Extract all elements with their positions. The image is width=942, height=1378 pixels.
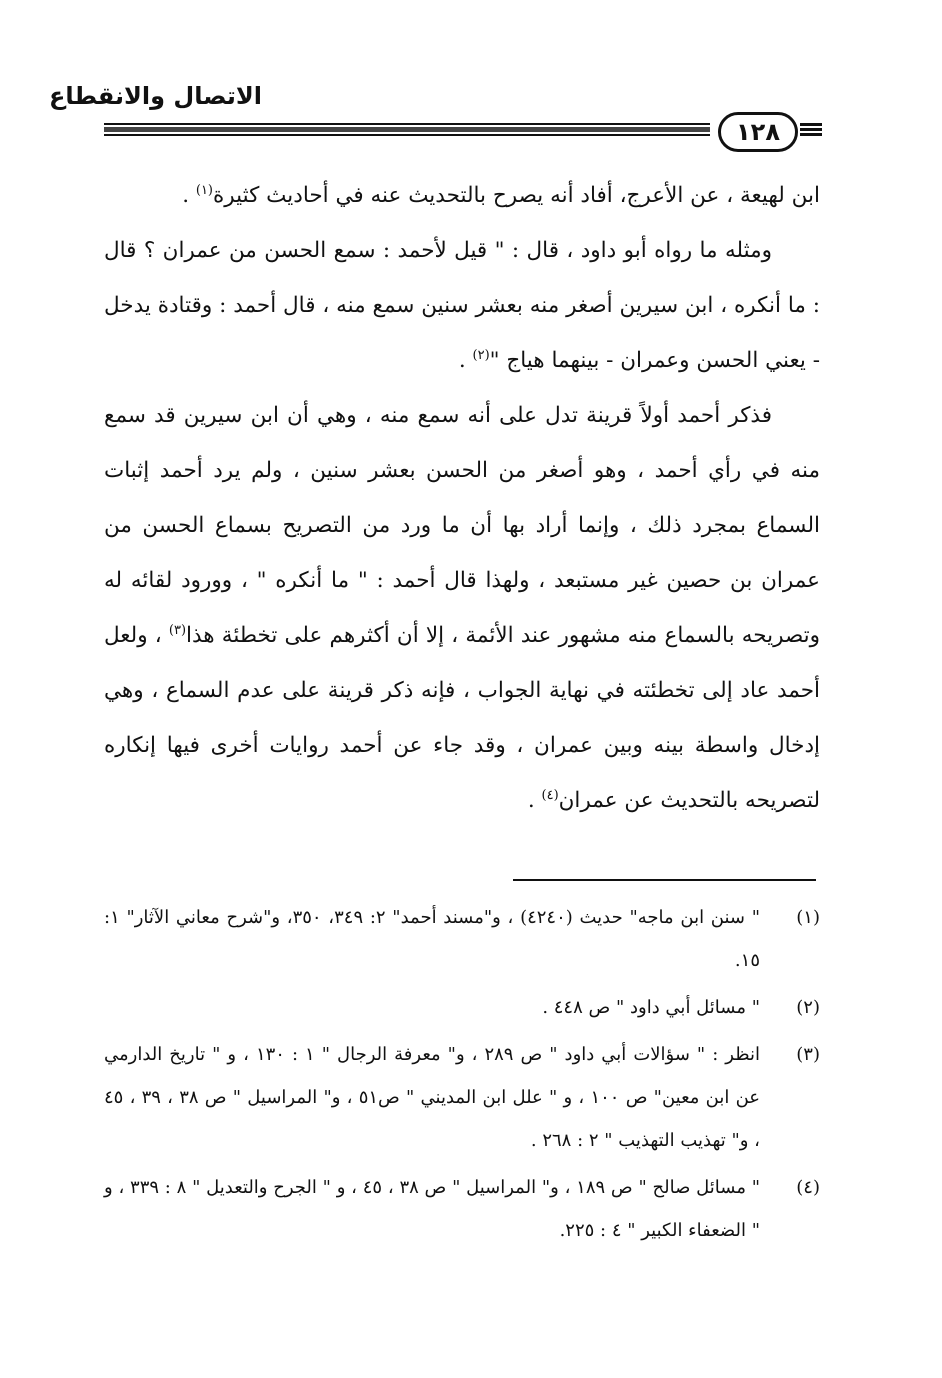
main-text (104, 168, 820, 828)
footnote-3 (104, 1033, 820, 1162)
paragraph-2: ومثله ما رواه أبو داود ، قال : " قيل لأحمد : سمع الحسن من عمران ؟ قال : ما أنكره ، ابن سيرين أصغر منه بعشر سنين سمع منه ، قال أحمد : وقتادة يدخل - يعني الحسن وعمران - بينهما هياج "$^{(٢)}$ . (104, 238, 820, 373)
footnote-text: انظر : " سؤالات أبي داود " ص ٢٨٩ ، و" معرفة الرجال " ١ : ١٣٠ ، و " تاريخ الدارمي عن ابن معين" ص ١٠٠ ، و " علل ابن المديني " ص٥١ ، و" المراسيل " ص ٣٨ ، ٣٩ ، ٤٥ ، و" تهذيب التهذيب " ٢ : ٢٦٨ . (104, 1044, 761, 1151)
page-number: ١٢٨ (718, 112, 798, 152)
footnotes (104, 896, 820, 1256)
footnote-number: (٢) (796, 997, 820, 1018)
footnote-text: " مسائل صالح " ص ١٨٩ ، و" المراسيل " ص ٣٨ ، ٤٥ ، و " الجرح والتعديل " ٨ : ٣٣٩ ، و " الضعفاء الكبير " ٤ : ٢٢٥. (104, 1177, 760, 1241)
footnote-separator (513, 879, 816, 881)
footnote-number: (١) (796, 907, 820, 928)
footnote-2 (104, 986, 820, 1029)
footnote-ref-3: (٣) (168, 622, 187, 638)
footnote-text: " سنن ابن ماجه" حديث (٤٢٤٠) ، و"مسند أحمد" ٢: ٣٤٩، ٣٥٠، و"شرح معاني الآثار" ١: ١٥. (104, 907, 761, 971)
footnote-1 (104, 896, 820, 982)
footnote-number: (٤) (796, 1177, 820, 1198)
footnote-ref-4: (٤) (541, 787, 559, 803)
page-number-ornament (800, 123, 822, 137)
footnote-text: " مسائل أبي داود " ص ٤٤٨ . (542, 997, 760, 1018)
running-header-title: الاتصال والانقطاع (48, 82, 262, 110)
footnote-4 (104, 1166, 820, 1252)
header-rule (104, 123, 710, 137)
paragraph-3: فذكر أحمد أولاً قرينة تدل على أنه سمع منه ، وهي أن ابن سيرين قد سمع منه في رأي أحمد ، وهو أصغر من الحسن بعشر سنين ، ولم يرد أحمد إثبات السماع بمجرد ذلك ، وإنما أراد بها أن ما ورد من التصريح بسماع الحسن من عمران بن حصين غير مستبعد ، ولهذا قال أحمد : " ما أنكره " ، وورود لقائه له وتصريحه بالسماع منه مشهور عند الأئمة ، إلا أن أكثرهم على تخطئة هذا$^{(٣)}$ ، ولعل أحمد عاد إلى تخطئته في نهاية الجواب ، فإنه ذكر قرينة على عدم السماع ، وهي إدخال واسطة بينه وبين عمران ، وقد جاء عن أحمد روايات أخرى فيها إنكاره لتصريحه بالتحديث عن عمران$^{(٤)}$ . (104, 403, 821, 813)
footnote-ref-1: (١) (195, 182, 213, 198)
footnote-ref-2: (٢) (472, 347, 490, 363)
page-number-badge (712, 112, 822, 150)
footnote-number: (٣) (796, 1044, 820, 1065)
paragraph-1: ابن لهيعة ، عن الأعرج، أفاد أنه يصرح بالتحديث عنه في أحاديث كثيرة$^{(١)}$ . (182, 182, 820, 208)
